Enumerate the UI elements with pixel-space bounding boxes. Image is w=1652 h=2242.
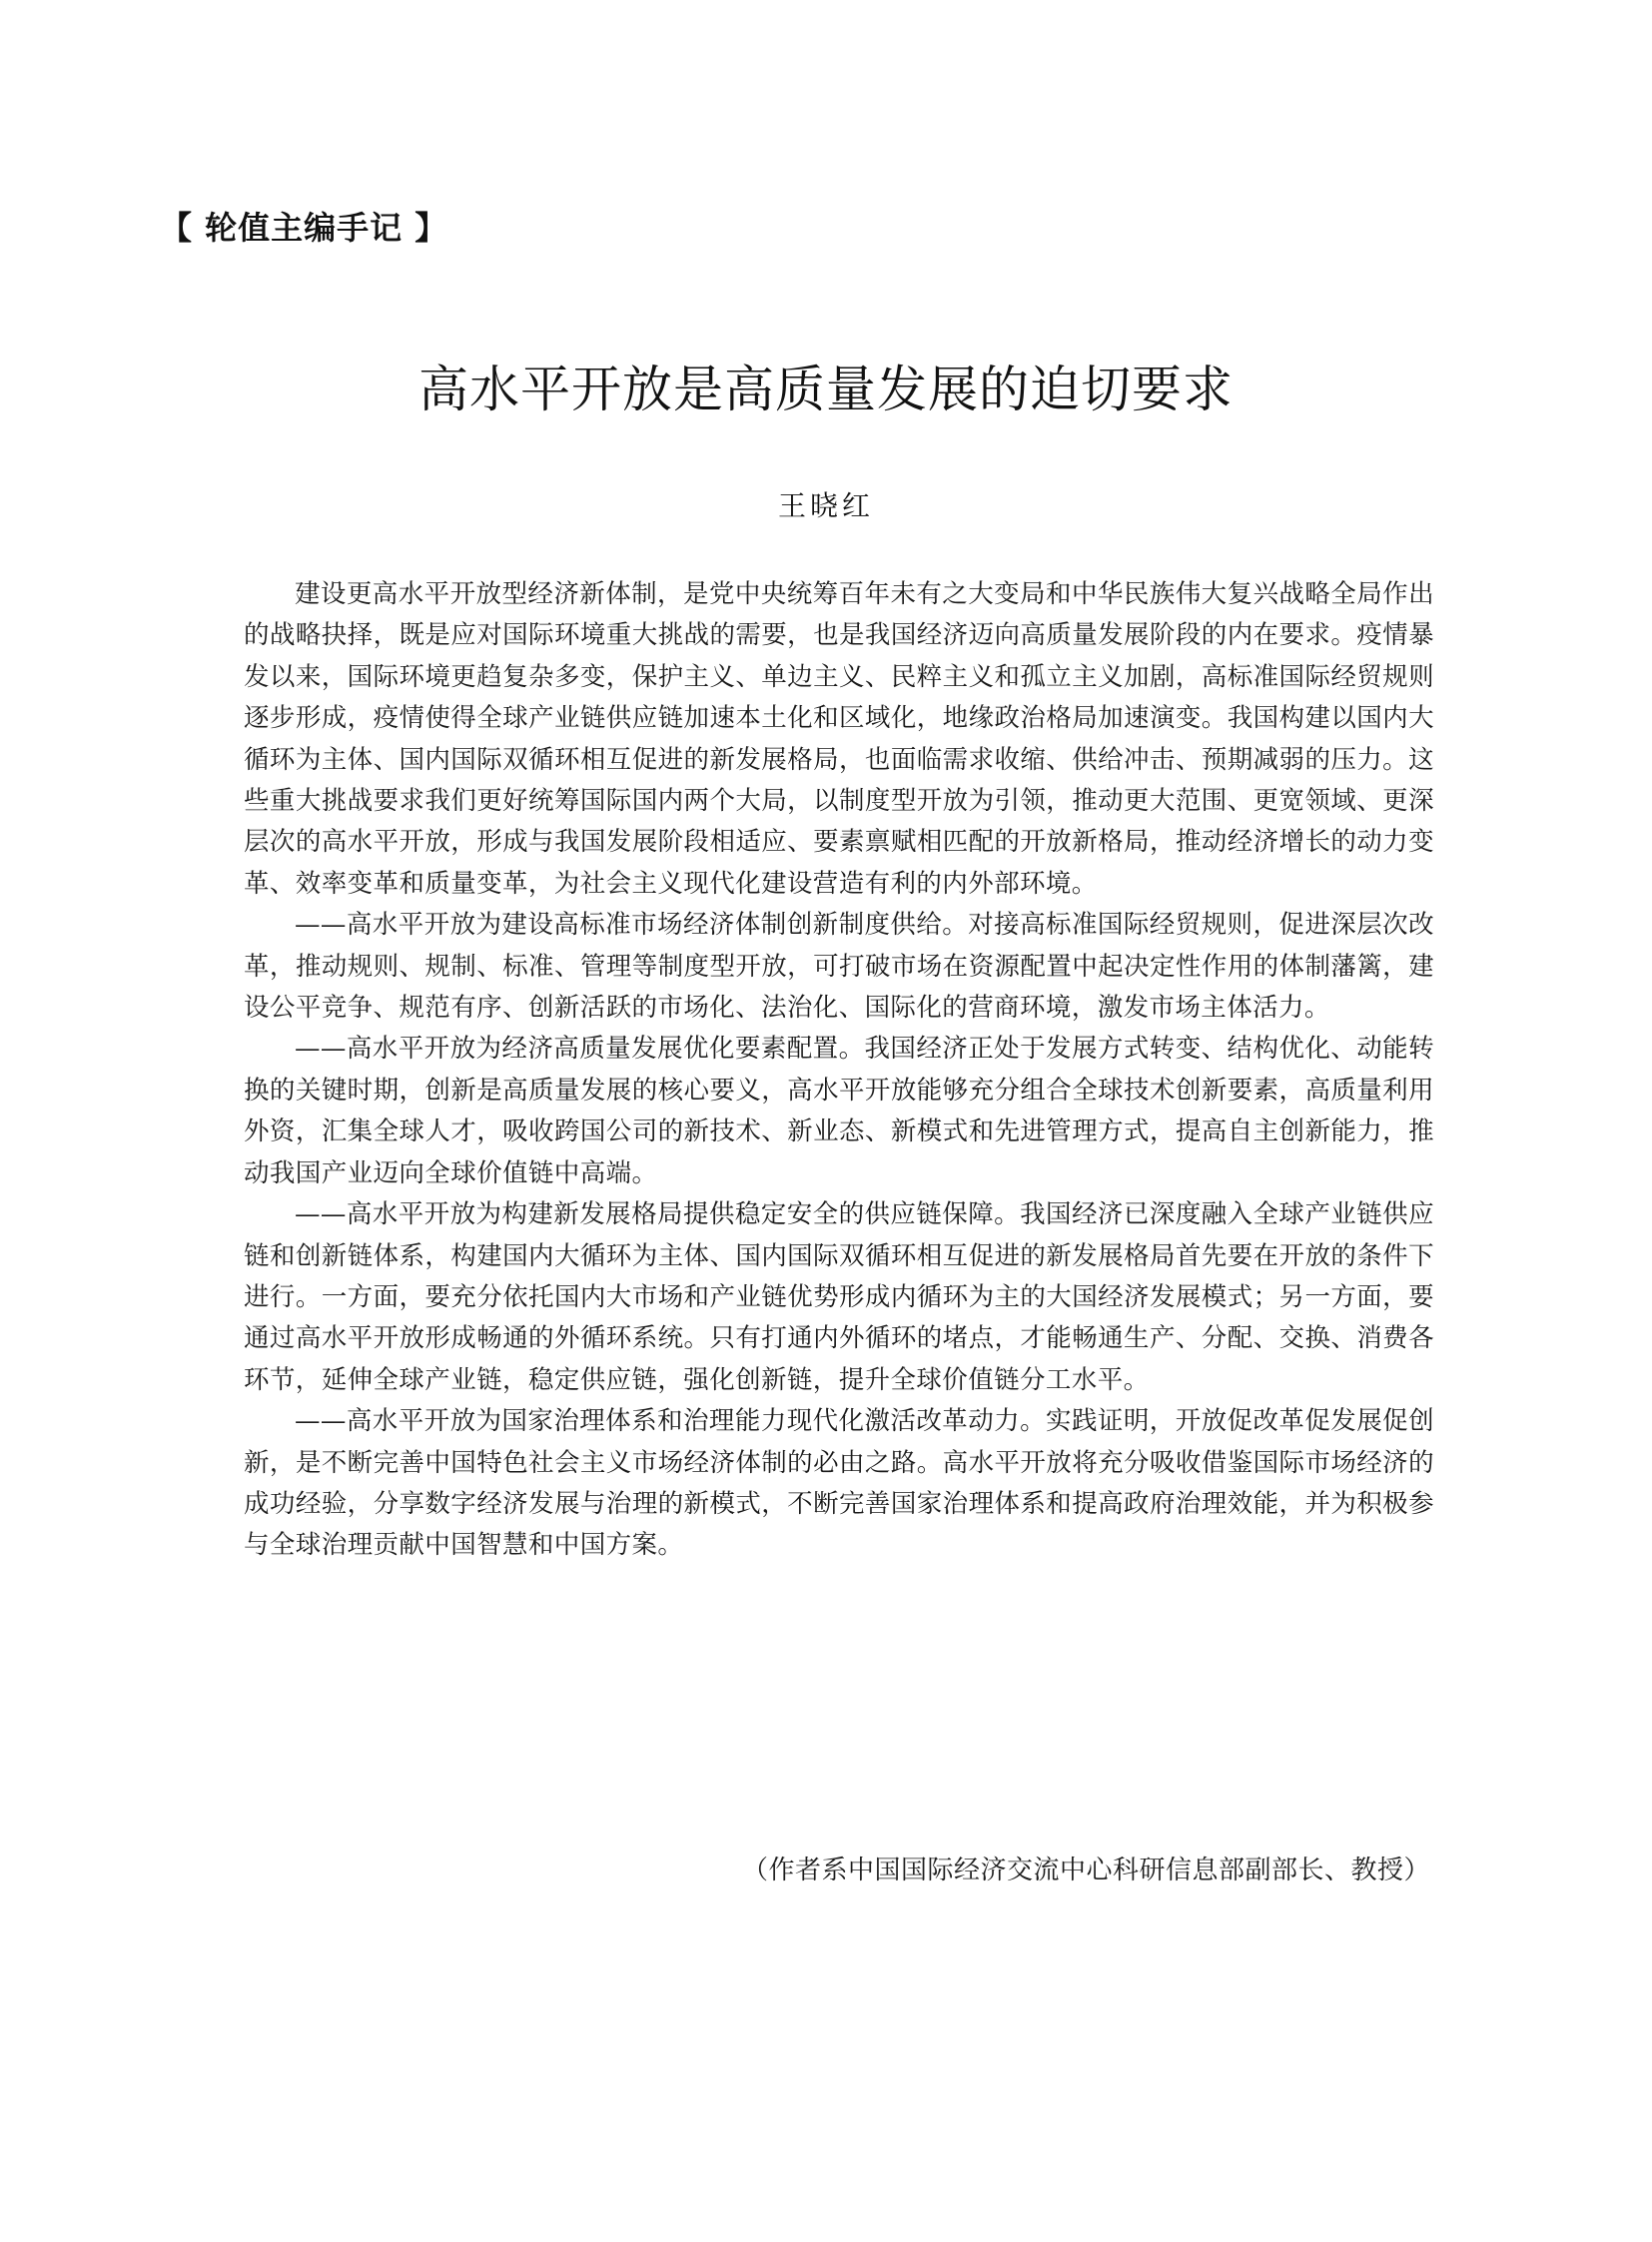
body-paragraph: ——高水平开放为经济高质量发展优化要素配置。我国经济正处于发展方式转变、结构优化、动能转换的关键时期，创新是高质量发展的核心要义，高水平开放能够充分组合全球技术创新要素，高质量利用外资，汇集全球人才，吸收跨国公司的新技术、新业态、新模式和先进管理方式，提高自主创新能力，推动我国产业迈向全球价值链中高端。 [244,1034,1434,1188]
author-affiliation-note: （作者系中国国际经济交流中心科研信息部副部长、教授） [741,1856,1430,1885]
body-paragraph: ——高水平开放为构建新发展格局提供稳定安全的供应链保障。我国经济已深度融入全球产业链供应链和创新链体系，构建国内大循环为主体、国内国际双循环相互促进的新发展格局首先要在开放的条件下进行。一方面，要充分依托国内大市场和产业链优势形成内循环为主的大国经济发展模式；另一方面，要通过高水平开放形成畅通的外循环系统。只有打通内外循环的堵点，才能畅通生产、分配、交换、消费各环节，延伸全球产业链，稳定供应链，强化创新链，提升全球价值链分工水平。 [244,1199,1434,1395]
body-paragraph: ——高水平开放为建设高标准市场经济体制创新制度供给。对接高标准国际经贸规则，促进深层次改革，推动规则、规制、标准、管理等制度型开放，可打破市场在资源配置中起决定性作用的体制藩篱，建设公平竞争、规范有序、创新活跃的市场化、法治化、国际化的营商环境，激发市场主体活力。 [244,910,1434,1024]
column-tag: 【 轮值主编手记 】 [160,209,448,247]
body-paragraph: ——高水平开放为国家治理体系和治理能力现代化激活改革动力。实践证明，开放促改革促发展促创新，是不断完善中国特色社会主义市场经济体制的必由之路。高水平开放将充分吸收借鉴国际市场经济的成功经验，分享数字经济发展与治理的新模式，不断完善国家治理体系和提高政府治理效能，并为积极参与全球治理贡献中国智慧和中国方案。 [244,1406,1434,1561]
body-paragraph: 建设更高水平开放型经济新体制，是党中央统筹百年未有之大变局和中华民族伟大复兴战略全局作出的战略抉择，既是应对国际环境重大挑战的需要，也是我国经济迈向高质量发展阶段的内在要求。疫情暴发以来，国际环境更趋复杂多变，保护主义、单边主义、民粹主义和孤立主义加剧，高标准国际经贸规则逐步形成，疫情使得全球产业链供应链加速本土化和区域化，地缘政治格局加速演变。我国构建以国内大循环为主体、国内国际双循环相互促进的新发展格局，也面临需求收缩、供给冲击、预期减弱的压力。这些重大挑战要求我们更好统筹国际国内两个大局，以制度型开放为引领，推动更大范围、更宽领域、更深层次的高水平开放，形成与我国发展阶段相适应、要素禀赋相匹配的开放新格局，推动经济增长的动力变革、效率变革和质量变革，为社会主义现代化建设营造有利的内外部环境。 [244,579,1434,899]
article-title: 高水平开放是高质量发展的迫切要求 [418,361,1234,418]
author-name: 王晓红 [777,489,874,522]
article-body [244,574,1434,1567]
